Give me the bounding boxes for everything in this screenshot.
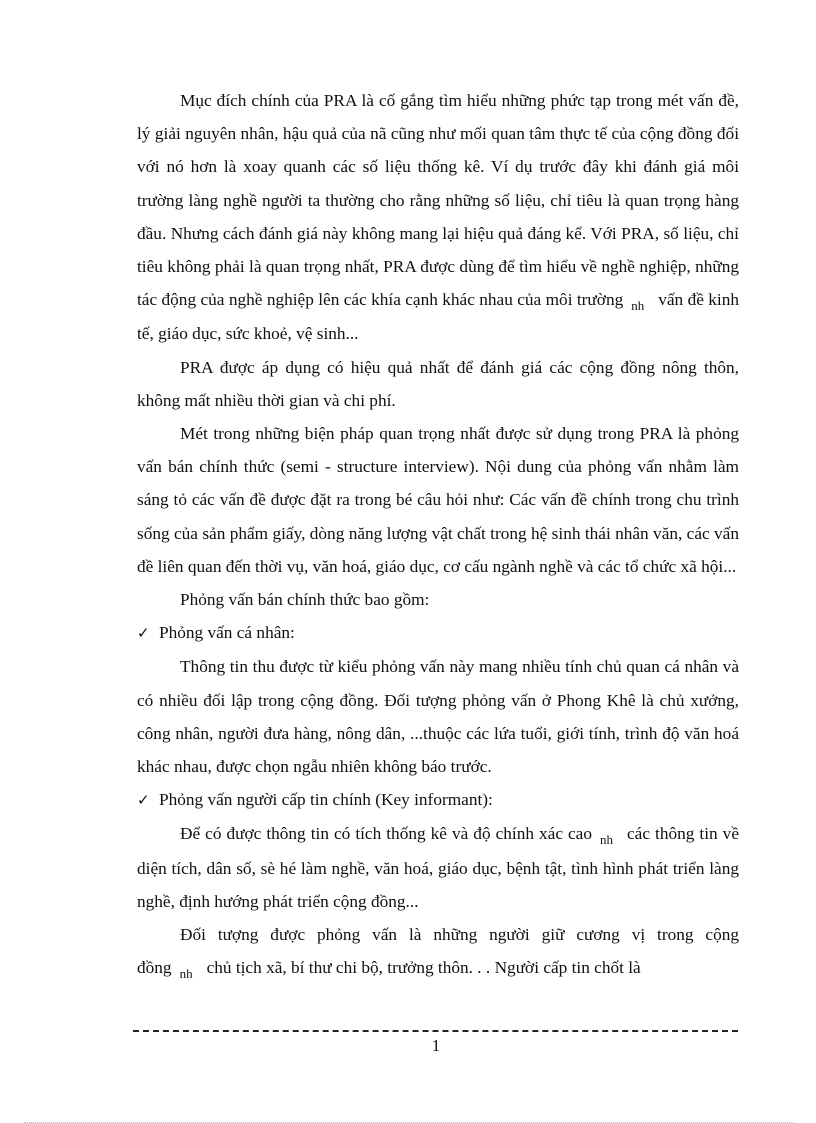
bullet-key-informant <box>137 783 739 817</box>
paragraph-pra-purpose <box>137 84 739 351</box>
abbrev-nh: nh <box>631 298 645 314</box>
paragraph-semi-structured-interview: Mét trong những biện pháp quan trọng nhất được sử dụng trong PRA là phỏng vấn bán chính thức (semi - structure interview). Nội dung của phỏng vấn nhằm làm sáng tỏ các vấn đề được đặt ra trong bé câu hỏi như: Các vấn đề chính trong chu trình sống của sản phẩm giấy, dòng năng lượng vật chất trong hệ sinh thái nhân văn, các vấn đề liên quan đến thời vụ, văn hoá, giáo dục, cơ cấu ngành nghề và các tổ chức xã hội... <box>137 424 739 576</box>
paragraph-pra-application: PRA được áp dụng có hiệu quả nhất để đánh giá các cộng đồng nông thôn, không mất nhiều thời gian và chi phí. <box>137 357 739 410</box>
paragraph-key-informant-info <box>137 817 739 918</box>
paragraph-text: Mục đích chính của PRA là cố gắng tìm hiểu những phức tạp trong mét vấn đề, lý giải nguyên nhân, hậu quả của nã cũng như mối quan tâm thực tế của cộng đồng đối với nó hơn là xoay quanh các số liệu thống kê. Ví dụ trước đây khi đánh giá môi trường làng nghề người ta thường cho rằng những số liệu, chỉ tiêu là quan trọng hàng đầu. Nhưng cách đánh giá này không mang lại hiệu quả đáng kể. Với PRA, số liệu, chỉ tiêu không phải là quan trọng nhất, PRA được dùng để tìm hiểu về nghề nghiệp, những tác động của nghề nghiệp lên các khía cạnh khác nhau của môi trường <box>137 91 739 310</box>
footer-divider <box>133 1030 738 1032</box>
checkmark-icon: ✓ <box>137 624 150 643</box>
abbrev-nh: nh <box>600 832 613 848</box>
bullet-label: Phỏng vấn người cấp tin chính (Key informant): <box>159 790 493 810</box>
paragraph-text: Đối tượng được phỏng vấn là những người giữ cương vị trong cộng đồng <box>137 925 739 978</box>
paragraph-text-end: vấn đề kinh tế, giáo dục, sức khoẻ, vệ sinh... <box>137 290 739 344</box>
paragraph-text-end: các thông tin về diện tích, dân số, sè hé làm nghề, văn hoá, giáo dục, bệnh tật, tình hình phát triển làng nghề, định hướng phát triển cộng đồng... <box>137 824 739 911</box>
bullet-individual-interview <box>137 616 739 650</box>
paragraph-individual-interview: Thông tin thu được từ kiểu phỏng vấn này mang nhiều tính chủ quan cá nhân và có nhiều đối lập trong cộng đồng. Đối tượng phỏng vấn ở Phong Khê là chủ xưởng, công nhân, người đưa hàng, nông dân, ...thuộc các lứa tuổi, giới tính, trình độ văn hoá khác nhau, được chọn ngẫu nhiên không báo trước. <box>137 657 739 777</box>
page-number: 1 <box>431 1036 441 1055</box>
paragraph-interview-types-intro: Phỏng vấn bán chính thức bao gồm: <box>180 590 430 610</box>
paragraph-text: Để có được thông tin có tích thống kê và độ chính xác cao <box>180 824 592 844</box>
document-body <box>137 84 739 985</box>
abbrev-nh: nh <box>179 966 193 982</box>
paragraph-interviewees <box>137 918 739 985</box>
paragraph-text-end: chủ tịch xã, bí thư chi bộ, trưởng thôn. . . Người cấp tin chốt là <box>206 958 641 978</box>
bullet-label: Phỏng vấn cá nhân: <box>159 623 295 643</box>
checkmark-icon: ✓ <box>137 791 150 810</box>
